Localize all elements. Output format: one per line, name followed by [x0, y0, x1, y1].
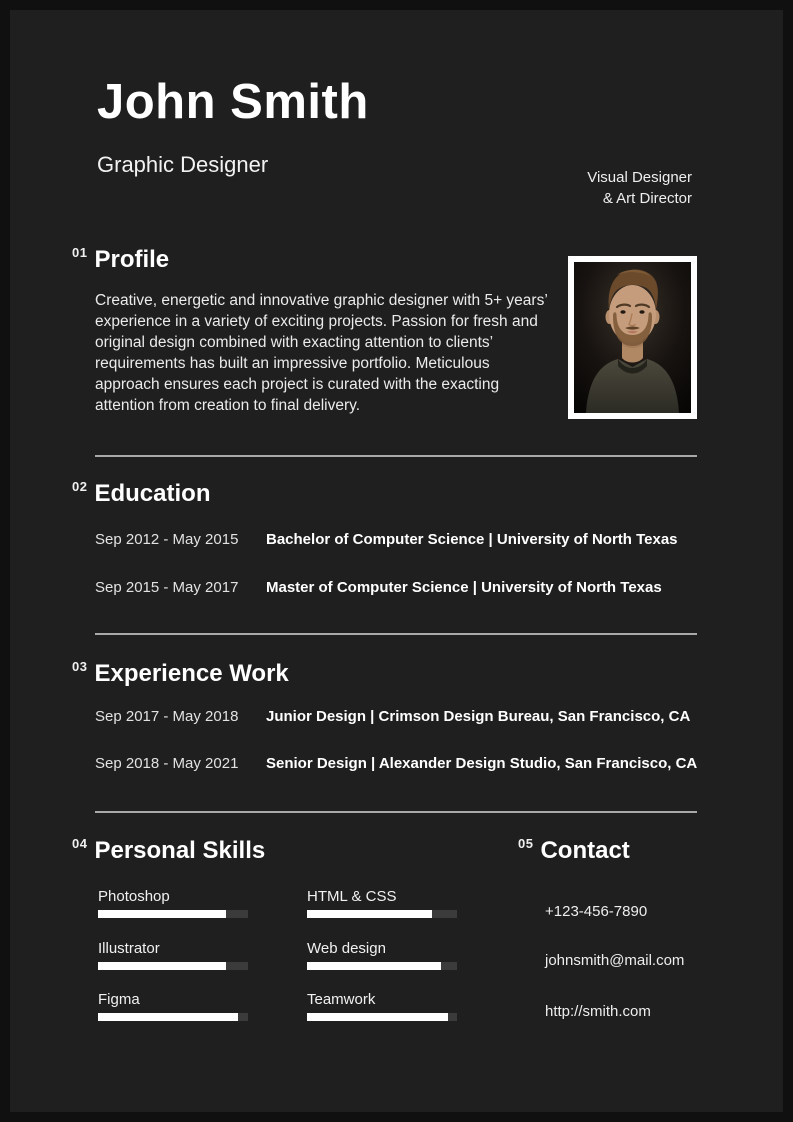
skill-item	[98, 888, 248, 918]
skill-bar	[98, 910, 248, 918]
skill-bar	[307, 910, 457, 918]
portrait-photo	[568, 256, 697, 419]
contact-website: http://smith.com	[545, 1003, 651, 1020]
tagline-line-1: Visual Designer	[587, 169, 692, 186]
education-row	[95, 530, 710, 549]
profile-text: Creative, energetic and innovative graphic designer with 5+ years’ experience in a variety of exciting projects. Passion for fresh and original design combined with exacting attention to clients’ requirements has built an impressive portfolio. Meticulous approach ensures each project is curated with the exacting attention from creation to final delivery.	[95, 292, 548, 414]
tagline	[587, 167, 692, 209]
skill-item	[98, 991, 248, 1021]
section-number: 05	[518, 836, 534, 851]
skill-bar-fill	[307, 910, 432, 918]
experience-row	[95, 707, 710, 726]
skill-item	[307, 888, 457, 918]
row-description: Senior Design | Alexander Design Studio, San Francisco, CA	[266, 755, 698, 772]
name-heading: John Smith	[97, 75, 369, 129]
tagline-line-2: & Art Director	[602, 190, 692, 207]
row-description: Junior Design | Crimson Design Bureau, San Francisco, CA	[266, 708, 691, 725]
skill-label: Figma	[98, 991, 140, 1008]
section-skills-heading	[72, 837, 265, 868]
skill-item	[98, 940, 248, 970]
skill-bar-fill	[98, 962, 226, 970]
row-description: Master of Computer Science | University of North Texas	[266, 579, 662, 596]
skill-bar-fill	[307, 1013, 448, 1021]
section-divider	[95, 455, 697, 457]
skill-label: Teamwork	[307, 991, 376, 1008]
skill-item	[307, 991, 457, 1021]
skill-label: Photoshop	[98, 888, 170, 905]
row-dates: Sep 2017 - May 2018	[95, 708, 239, 725]
skill-item	[307, 940, 457, 970]
job-title: Graphic Designer	[97, 152, 269, 177]
resume-canvas	[10, 10, 783, 1112]
contact-phone: +123-456-7890	[545, 903, 648, 920]
section-title: Contact	[540, 837, 630, 864]
skill-bar-fill	[307, 962, 441, 970]
section-education-heading	[72, 480, 210, 511]
section-number: 01	[72, 245, 88, 260]
section-experience-heading	[72, 660, 289, 691]
education-row	[95, 578, 710, 597]
section-number: 03	[72, 659, 88, 674]
skill-bar	[307, 1013, 457, 1021]
portrait-illustration	[574, 262, 691, 413]
contact-email: johnsmith@mail.com	[545, 952, 685, 969]
skill-label: Illustrator	[98, 940, 160, 957]
section-divider	[95, 633, 697, 635]
skill-bar	[98, 962, 248, 970]
experience-row	[95, 754, 710, 773]
skill-bar	[98, 1013, 248, 1021]
skill-bar-fill	[98, 1013, 238, 1021]
row-dates: Sep 2012 - May 2015	[95, 531, 239, 548]
skill-bar	[307, 962, 457, 970]
section-contact-heading	[518, 837, 630, 868]
section-title: Experience Work	[94, 660, 289, 687]
section-number: 02	[72, 479, 88, 494]
section-title: Personal Skills	[94, 837, 266, 864]
section-title: Profile	[94, 246, 170, 273]
skill-bar-fill	[98, 910, 226, 918]
row-description: Bachelor of Computer Science | University of North Texas	[266, 531, 678, 548]
section-profile-heading	[72, 246, 169, 277]
section-title: Education	[94, 480, 211, 507]
section-divider	[95, 811, 697, 813]
section-number: 04	[72, 836, 88, 851]
row-dates: Sep 2018 - May 2021	[95, 755, 239, 772]
skill-label: HTML & CSS	[307, 888, 397, 905]
row-dates: Sep 2015 - May 2017	[95, 579, 239, 596]
skill-label: Web design	[307, 940, 386, 957]
